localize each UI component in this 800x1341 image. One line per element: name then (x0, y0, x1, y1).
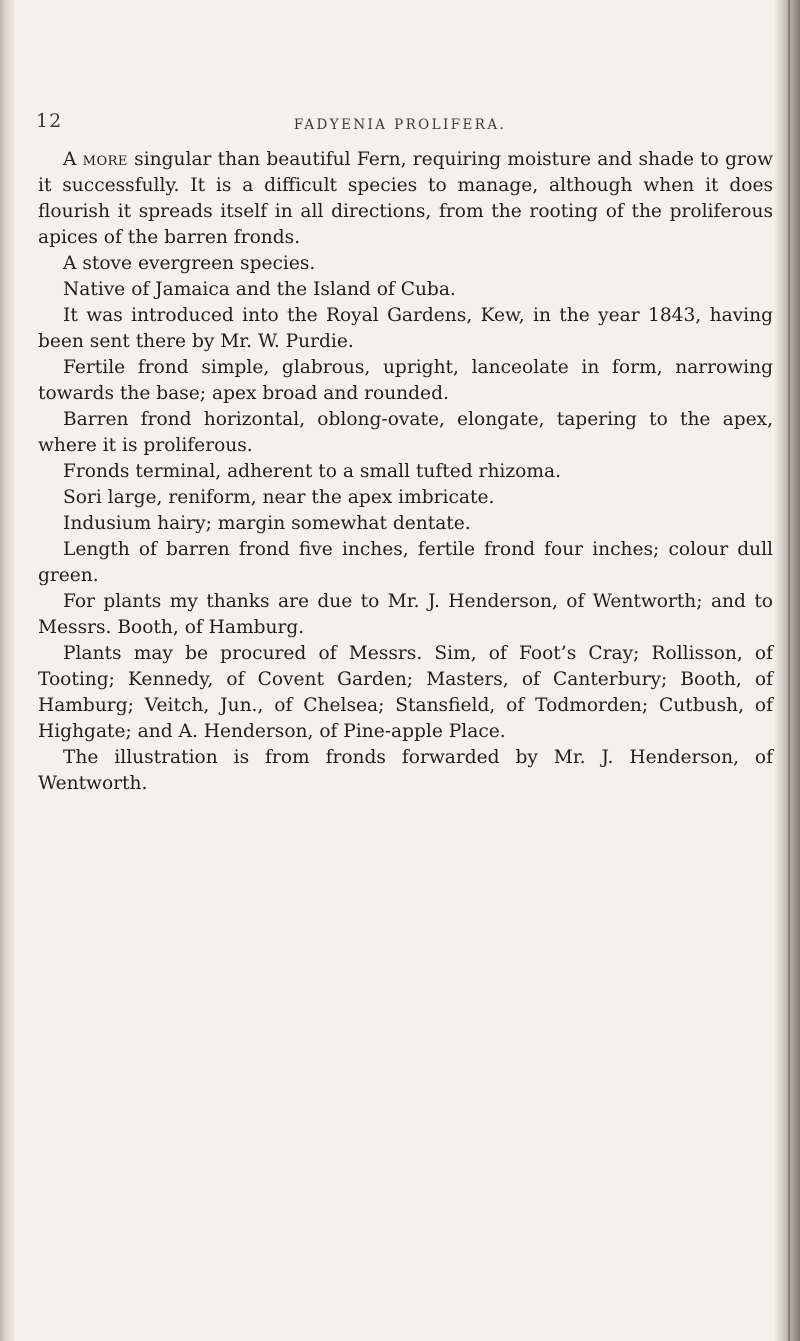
paragraph-native: Native of Jamaica and the Island of Cuba. (63, 279, 456, 300)
paragraph-introduced: It was introduced into the Royal Gardens, Kew, in the year 1843, having been sent there by Mr. W. Purdie. (38, 305, 773, 352)
paragraph-intro-lead: A (63, 149, 83, 170)
page-number: 12 (36, 110, 63, 132)
paragraph-thanks: For plants my thanks are due to Mr. J. Henderson, of Wentworth; and to Messrs. Booth, of Hamburg. (38, 591, 773, 638)
paragraph-species: A stove evergreen species. (63, 253, 316, 274)
paragraph-indusium: Indusium hairy; margin somewhat dentate. (63, 513, 471, 534)
paragraph-illustration: The illustration is from fronds forwarded by Mr. J. Henderson, of Wentworth. (38, 747, 773, 794)
paragraph-intro-rest: singular than beautiful Fern, requiring moisture and shade to grow it successfully. It is a difficult species to manage, although when it does flourish it spreads itself in all directions, from the rooting of the proliferous apices of the barren fronds. (38, 149, 773, 248)
page-binding-edge (774, 0, 800, 1341)
paragraph-fertile-frond: Fertile frond simple, glabrous, upright, lanceolate in form, narrowing towards the base; apex broad and rounded. (38, 357, 773, 404)
paragraph-procured: Plants may be procured of Messrs. Sim, of Foot’s Cray; Rollisson, of Tooting; Kennedy, of Covent Garden; Masters, of Canterbury; Booth, of Hamburg; Veitch, Jun., of Chelsea; Stansfield, of Todmorden; Cutbush, of Highgate; and A. Henderson, of Pine-apple Place. (38, 643, 773, 742)
paragraph-barren-frond: Barren frond horizontal, oblong-ovate, elongate, tapering to the apex, where it is proliferous. (38, 409, 773, 456)
paragraph-length: Length of barren frond five inches, fertile frond four inches; colour dull green. (38, 539, 773, 586)
binding-shadow-line (788, 0, 790, 1341)
paragraph-fronds: Fronds terminal, adherent to a small tufted rhizoma. (63, 461, 561, 482)
paragraph-intro-smallcaps: more (82, 149, 128, 170)
body-text (38, 147, 773, 797)
paragraph-intro (38, 147, 773, 251)
paragraph-sori: Sori large, reniform, near the apex imbricate. (63, 487, 495, 508)
page-left-edge (0, 0, 14, 1341)
running-head: FADYENIA PROLIFERA. (293, 117, 507, 133)
